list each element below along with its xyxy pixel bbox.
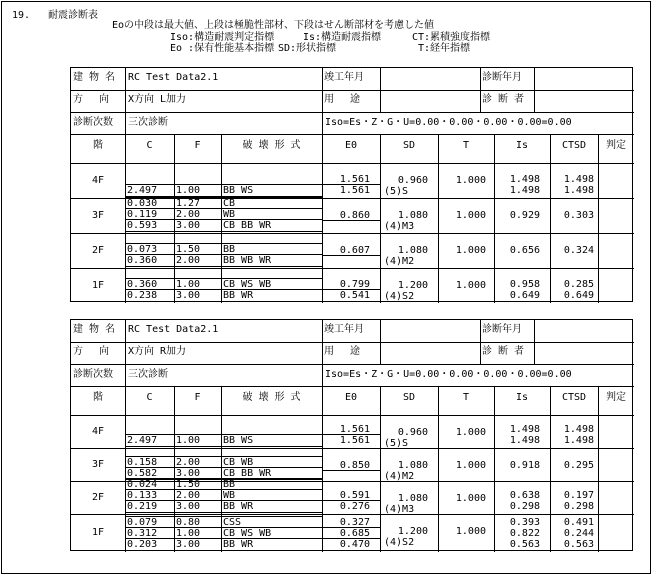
ctsd-value: 1.498 <box>563 185 594 196</box>
c-value: 0.360 <box>127 279 158 290</box>
floor-label: 3F <box>91 210 105 221</box>
direction-value: X方向 L加力 <box>128 94 187 105</box>
label-completion-date: 竣工年月 <box>324 72 364 83</box>
ctsd-value: 1.498 <box>563 424 594 435</box>
building-name-value: RC Test Data2.1 <box>128 72 219 83</box>
sd-shape-value: (5)S <box>384 438 409 449</box>
column-header-f: F <box>194 140 201 151</box>
c-value: 0.203 <box>127 539 158 550</box>
e0-separator <box>322 470 380 471</box>
sd-value: 0.960 <box>397 175 428 186</box>
c-value: 0.219 <box>127 501 158 512</box>
e0-separator <box>322 434 380 435</box>
failure-mode-value: CSS <box>223 517 242 528</box>
section-number: 19. <box>12 10 31 21</box>
sd-shape-value: (4)M3 <box>384 221 415 232</box>
col-divider <box>322 364 323 386</box>
is-value: 0.958 <box>509 279 540 290</box>
c-value: 0.593 <box>127 220 158 231</box>
e0-separator <box>322 255 380 256</box>
failure-mode-value: BB WB WR <box>223 255 272 266</box>
e0-separator <box>322 527 380 528</box>
cell-bottom-line <box>125 512 322 513</box>
is-value: 0.563 <box>509 539 540 550</box>
is-value: 0.656 <box>509 245 540 256</box>
e0-value: 0.850 <box>339 460 370 471</box>
c-value: 2.497 <box>127 185 158 196</box>
column-header-c: C <box>146 140 153 151</box>
c-value: 0.312 <box>127 528 158 539</box>
is-value: 0.649 <box>509 290 540 301</box>
iso-formula: Iso=Es・Z・G・U=0.00・0.00・0.00・0.00=0.00 <box>325 369 572 380</box>
column-header-judge: 判定 <box>606 392 626 403</box>
row-divider <box>71 342 634 343</box>
note-text: Eoの中段は最大値、上段は極脆性部材、下段はせん断部材を考慮した値 <box>112 20 435 31</box>
column-header-t: T <box>462 392 470 403</box>
c-value: 0.119 <box>127 209 158 220</box>
f-value: 1.00 <box>176 435 201 446</box>
sd-value: 1.080 <box>397 493 428 504</box>
e0-value: 0.327 <box>339 517 370 528</box>
e0-separator <box>322 184 380 185</box>
cell-bottom-line <box>125 446 322 447</box>
col-divider <box>598 134 599 303</box>
floor-label: 1F <box>91 280 105 291</box>
label-diagnosis-date: 診断年月 <box>482 72 522 83</box>
failure-mode-value: CB WB <box>223 457 254 468</box>
label-building-name: 建 物 名 <box>73 72 116 83</box>
sd-value: 1.200 <box>397 526 428 537</box>
floor-label: 3F <box>91 459 105 470</box>
legend-ct: CT:累積強度指標 <box>412 32 491 43</box>
col-divider <box>598 386 599 552</box>
sd-value: 1.080 <box>397 210 428 221</box>
ctsd-value: 1.498 <box>563 174 594 185</box>
column-header-sd: SD <box>402 140 416 151</box>
column-header-f: F <box>194 392 201 403</box>
e0-value: 0.470 <box>339 539 370 550</box>
column-header-is: Is <box>515 392 529 403</box>
floor-label: 4F <box>91 426 105 437</box>
row-divider <box>71 364 634 365</box>
failure-mode-value: CB BB WR <box>223 468 272 479</box>
column-header-t: T <box>462 140 470 151</box>
t-value: 1.000 <box>455 210 486 221</box>
is-value: 0.929 <box>509 210 540 221</box>
col-divider <box>534 320 535 364</box>
col-divider <box>125 364 126 386</box>
ctsd-value: 0.649 <box>563 290 594 301</box>
column-header-floor: 階 <box>93 140 103 151</box>
c-value: 0.360 <box>127 255 158 266</box>
label-use: 用 途 <box>324 94 361 105</box>
f-value: 1.00 <box>176 528 201 539</box>
e0-value: 1.561 <box>339 174 370 185</box>
ctsd-value: 0.563 <box>563 539 594 550</box>
ctsd-value: 0.324 <box>563 245 594 256</box>
column-header-e0: E0 <box>344 140 358 151</box>
column-header-ctsd: CTSD <box>561 392 587 403</box>
column-header-mode: 破 壊 形 式 <box>242 392 301 403</box>
e0-value: 1.561 <box>339 185 370 196</box>
failure-mode-value: CB WS WB <box>223 528 272 539</box>
col-divider <box>380 68 381 112</box>
diagnosis-level-value: 三次診断 <box>128 369 168 380</box>
floor-label: 4F <box>91 175 105 186</box>
cell-bottom-line <box>125 231 322 232</box>
legend-is: Is:構造耐震指標 <box>303 32 382 43</box>
failure-mode-value: WB <box>223 209 236 220</box>
floor-divider <box>71 268 634 269</box>
f-value: 2.00 <box>176 255 201 266</box>
col-divider <box>480 320 481 364</box>
e0-value: 1.561 <box>339 424 370 435</box>
f-value: 1.27 <box>176 198 201 209</box>
iso-formula: Iso=Es・Z・G・U=0.00・0.00・0.00・0.00=0.00 <box>325 117 572 128</box>
c-value: 2.497 <box>127 435 158 446</box>
failure-mode-value: WB <box>223 490 236 501</box>
col-divider <box>322 112 323 134</box>
e0-value: 0.276 <box>339 501 370 512</box>
t-value: 1.000 <box>455 175 486 186</box>
t-value: 1.000 <box>455 280 486 291</box>
c-value: 0.079 <box>127 517 158 528</box>
column-header-c: C <box>146 392 153 403</box>
label-diagnoser: 診 断 者 <box>482 94 525 105</box>
col-divider <box>322 320 323 364</box>
f-value: 1.00 <box>176 185 201 196</box>
sd-shape-value: (4)S2 <box>384 291 415 302</box>
failure-mode-value: BB <box>223 479 236 490</box>
t-value: 1.000 <box>455 245 486 256</box>
e0-value: 0.685 <box>339 528 370 539</box>
is-value: 1.498 <box>509 435 540 446</box>
failure-mode-value: BB WR <box>223 501 254 512</box>
diagnosis-sheet <box>70 319 633 551</box>
c-value: 0.158 <box>127 457 158 468</box>
c-value: 0.073 <box>127 244 158 255</box>
col-divider <box>322 68 323 112</box>
sd-shape-value: (4)M2 <box>384 471 415 482</box>
label-diagnosis-level: 診断次数 <box>73 117 113 128</box>
f-value: 2.00 <box>176 490 201 501</box>
e0-value: 1.561 <box>339 435 370 446</box>
floor-label: 2F <box>91 245 105 256</box>
f-value: 1.50 <box>176 479 201 490</box>
c-value: 0.238 <box>127 290 158 301</box>
f-value: 3.00 <box>176 220 201 231</box>
sd-shape-value: (4)S2 <box>384 537 415 548</box>
failure-mode-value: BB WR <box>223 539 254 550</box>
f-value: 3.00 <box>176 468 201 479</box>
e0-value: 0.541 <box>339 290 370 301</box>
sd-shape-value: (4)M2 <box>384 256 415 267</box>
label-diagnosis-date: 診断年月 <box>482 324 522 335</box>
f-value: 3.00 <box>176 501 201 512</box>
ctsd-value: 0.244 <box>563 528 594 539</box>
e0-value: 0.607 <box>339 245 370 256</box>
failure-mode-value: BB WR <box>223 290 254 301</box>
is-value: 0.822 <box>509 528 540 539</box>
failure-mode-value: CB WS WB <box>223 279 272 290</box>
col-divider <box>380 320 381 364</box>
c-value: 0.030 <box>127 198 158 209</box>
t-value: 1.000 <box>455 427 486 438</box>
is-value: 0.918 <box>509 460 540 471</box>
direction-value: X方向 R加力 <box>128 346 187 357</box>
e0-value: 0.860 <box>339 210 370 221</box>
floor-label: 2F <box>91 492 105 503</box>
f-value: 2.00 <box>176 209 201 220</box>
ctsd-value: 0.491 <box>563 517 594 528</box>
floor-label: 1F <box>91 527 105 538</box>
ctsd-value: 0.303 <box>563 210 594 221</box>
diagnosis-level-value: 三次診断 <box>128 117 168 128</box>
failure-mode-value: BB WS <box>223 435 254 446</box>
sd-value: 1.080 <box>397 245 428 256</box>
ctsd-value: 0.197 <box>563 490 594 501</box>
col-divider <box>125 320 126 364</box>
label-direction: 方 向 <box>73 94 110 105</box>
row-divider <box>71 90 634 91</box>
f-value: 1.50 <box>176 244 201 255</box>
column-header-e0: E0 <box>344 392 358 403</box>
f-value: 3.00 <box>176 539 201 550</box>
floor-divider <box>71 448 634 449</box>
column-header-mode: 破 壊 形 式 <box>242 140 301 151</box>
c-value: 0.024 <box>127 479 158 490</box>
label-diagnosis-level: 診断次数 <box>73 369 113 380</box>
label-diagnoser: 診 断 者 <box>482 346 525 357</box>
col-divider <box>480 68 481 112</box>
e0-separator <box>322 538 380 539</box>
ctsd-value: 0.285 <box>563 279 594 290</box>
f-value: 3.00 <box>176 290 201 301</box>
is-value: 1.498 <box>509 185 540 196</box>
ctsd-value: 0.298 <box>563 501 594 512</box>
sd-value: 1.200 <box>397 280 428 291</box>
t-value: 1.000 <box>455 493 486 504</box>
legend-eo: Eo :保有性能基本指標 <box>170 43 275 54</box>
e0-value: 0.591 <box>339 490 370 501</box>
e0-value: 0.799 <box>339 279 370 290</box>
legend-sd: SD:形状指標 <box>278 43 337 54</box>
c-value: 0.133 <box>127 490 158 501</box>
f-value: 2.00 <box>176 457 201 468</box>
is-value: 0.638 <box>509 490 540 501</box>
col-divider <box>125 112 126 134</box>
section-title: 耐震診断表 <box>48 10 98 21</box>
column-header-sd: SD <box>402 392 416 403</box>
is-value: 1.498 <box>509 424 540 435</box>
col-divider <box>125 68 126 112</box>
e0-separator <box>322 220 380 221</box>
is-value: 1.498 <box>509 174 540 185</box>
label-use: 用 途 <box>324 346 361 357</box>
column-header-floor: 階 <box>93 392 103 403</box>
e0-separator <box>322 500 380 501</box>
is-value: 0.298 <box>509 501 540 512</box>
sd-value: 1.080 <box>397 460 428 471</box>
failure-mode-value: BB <box>223 244 236 255</box>
f-value: 0.80 <box>176 517 201 528</box>
column-header-is: Is <box>515 140 529 151</box>
building-name-value: RC Test Data2.1 <box>128 324 219 335</box>
diagnosis-sheet <box>70 67 633 302</box>
label-building-name: 建 物 名 <box>73 324 116 335</box>
sd-shape-value: (4)M3 <box>384 504 415 515</box>
c-value: 0.582 <box>127 468 158 479</box>
f-value: 1.00 <box>176 279 201 290</box>
floor-divider <box>71 233 634 234</box>
column-header-judge: 判定 <box>606 140 626 151</box>
floor-divider <box>71 514 634 515</box>
legend-t: T:経年指標 <box>418 43 471 54</box>
sd-value: 0.960 <box>397 427 428 438</box>
ctsd-value: 1.498 <box>563 435 594 446</box>
label-completion-date: 竣工年月 <box>324 324 364 335</box>
t-value: 1.000 <box>455 526 486 537</box>
column-header-ctsd: CTSD <box>561 140 587 151</box>
row-divider <box>71 112 634 113</box>
cell-bottom-line <box>125 266 322 267</box>
legend-iso: Iso:構造耐震判定指標 <box>170 32 275 43</box>
label-direction: 方 向 <box>73 346 110 357</box>
is-value: 0.393 <box>509 517 540 528</box>
failure-mode-value: BB WS <box>223 185 254 196</box>
sd-shape-value: (5)S <box>384 186 409 197</box>
e0-separator <box>322 289 380 290</box>
t-value: 1.000 <box>455 460 486 471</box>
col-divider <box>534 68 535 112</box>
failure-mode-value: CB BB WR <box>223 220 272 231</box>
ctsd-value: 0.295 <box>563 460 594 471</box>
failure-mode-value: CB <box>223 198 236 209</box>
